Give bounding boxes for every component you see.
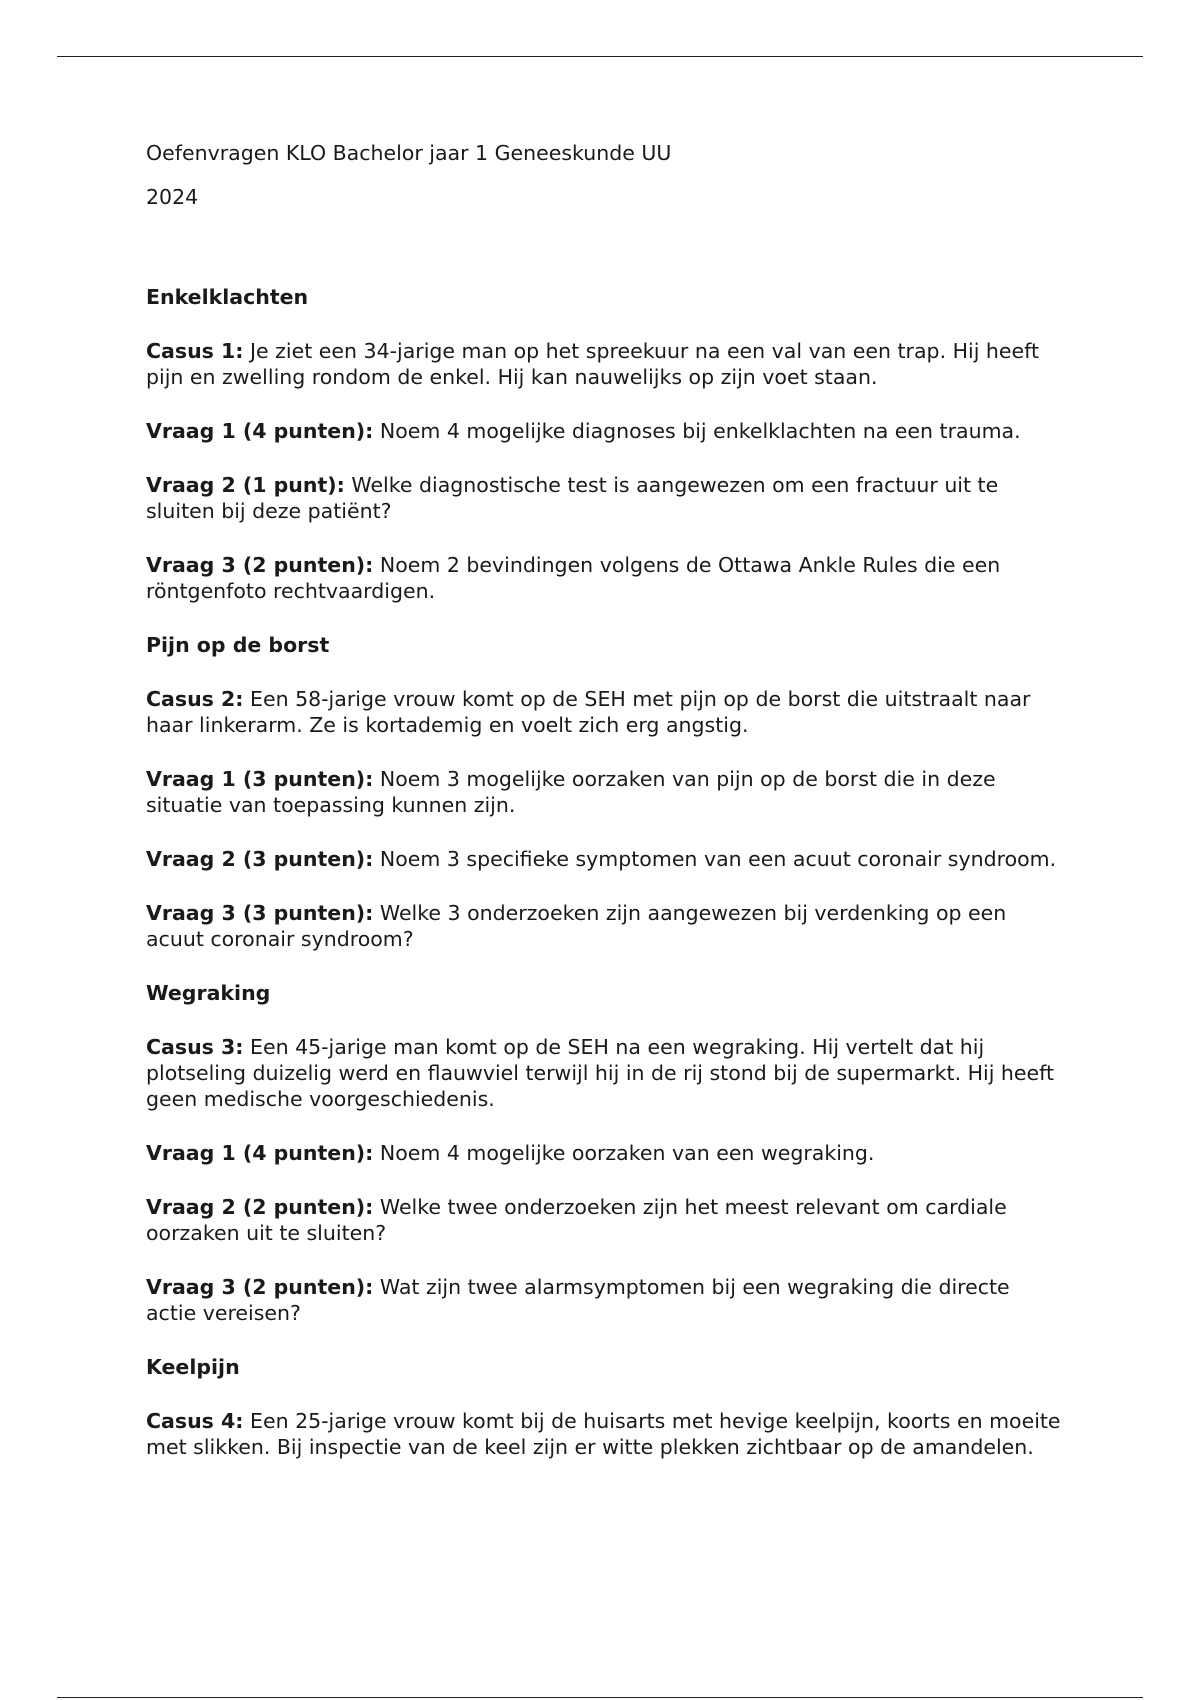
question-paragraph [146, 472, 1066, 524]
section-title: Wegraking [146, 981, 271, 1005]
question-text: Welke twee onderzoeken zijn het meest relevant om cardiale oorzaken uit te sluiten? [146, 1195, 1007, 1245]
question-label: Vraag 1 (4 punten): [146, 419, 374, 443]
document-body [146, 140, 1066, 1460]
question-label: Vraag 2 (1 punt): [146, 473, 345, 497]
question-label: Vraag 1 (4 punten): [146, 1141, 374, 1165]
question-label: Vraag 2 (3 punten): [146, 847, 374, 871]
casus-paragraph [146, 1408, 1066, 1460]
section-pijn-op-de-borst [146, 632, 1066, 952]
question-paragraph [146, 1274, 1066, 1326]
question-paragraph [146, 552, 1066, 604]
bottom-rule [57, 1697, 1143, 1698]
section-title: Keelpijn [146, 1355, 240, 1379]
question-text: Noem 4 mogelijke diagnoses bij enkelklachten na een trauma. [373, 419, 1021, 443]
section-enkelklachten [146, 284, 1066, 604]
casus-paragraph [146, 1034, 1066, 1112]
section-title: Enkelklachten [146, 285, 309, 309]
document-title: Oefenvragen KLO Bachelor jaar 1 Geneeskunde UU [146, 141, 672, 165]
casus-label: Casus 4: [146, 1409, 244, 1433]
section-keelpijn [146, 1354, 1066, 1460]
question-label: Vraag 1 (3 punten): [146, 767, 374, 791]
casus-paragraph [146, 338, 1066, 390]
question-paragraph [146, 846, 1066, 872]
question-label: Vraag 3 (2 punten): [146, 553, 374, 577]
casus-label: Casus 2: [146, 687, 244, 711]
question-text: Wat zijn twee alarmsymptomen bij een wegraking die directe actie vereisen? [146, 1275, 1010, 1325]
document-year: 2024 [146, 185, 199, 209]
casus-label: Casus 1: [146, 339, 244, 363]
question-text: Welke 3 onderzoeken zijn aangewezen bij verdenking op een acuut coronair syndroom? [146, 901, 1007, 951]
question-paragraph [146, 418, 1066, 444]
casus-text: Een 45-jarige man komt op de SEH na een wegraking. Hij vertelt dat hij plotseling duizelig werd en flauwviel terwijl hij in de rij stond bij de supermarkt. Hij heeft geen medische voorgeschiedenis. [146, 1035, 1055, 1111]
question-label: Vraag 3 (2 punten): [146, 1275, 374, 1299]
question-paragraph [146, 900, 1066, 952]
question-text: Noem 3 mogelijke oorzaken van pijn op de borst die in deze situatie van toepassing kunnen zijn. [146, 767, 996, 817]
question-paragraph [146, 766, 1066, 818]
casus-text: Je ziet een 34-jarige man op het spreekuur na een val van een trap. Hij heeft pijn en zwelling rondom de enkel. Hij kan nauwelijks op zijn voet staan. [146, 339, 1040, 389]
question-text: Noem 3 specifieke symptomen van een acuut coronair syndroom. [373, 847, 1057, 871]
question-paragraph [146, 1194, 1066, 1246]
section-title: Pijn op de borst [146, 633, 330, 657]
casus-paragraph [146, 686, 1066, 738]
question-text: Noem 2 bevindingen volgens de Ottawa Ankle Rules die een röntgenfoto rechtvaardigen. [146, 553, 1001, 603]
casus-text: Een 58-jarige vrouw komt op de SEH met pijn op de borst die uitstraalt naar haar linkerarm. Ze is kortademig en voelt zich erg angstig. [146, 687, 1031, 737]
casus-text: Een 25-jarige vrouw komt bij de huisarts met hevige keelpijn, koorts en moeite met slikken. Bij inspectie van de keel zijn er witte plekken zichtbaar op de amandelen. [146, 1409, 1061, 1459]
question-paragraph [146, 1140, 1066, 1166]
question-label: Vraag 2 (2 punten): [146, 1195, 374, 1219]
top-rule [57, 56, 1143, 57]
casus-label: Casus 3: [146, 1035, 244, 1059]
question-text: Welke diagnostische test is aangewezen om een fractuur uit te sluiten bij deze patiënt? [146, 473, 999, 523]
section-wegraking [146, 980, 1066, 1326]
question-label: Vraag 3 (3 punten): [146, 901, 374, 925]
question-text: Noem 4 mogelijke oorzaken van een wegraking. [373, 1141, 875, 1165]
